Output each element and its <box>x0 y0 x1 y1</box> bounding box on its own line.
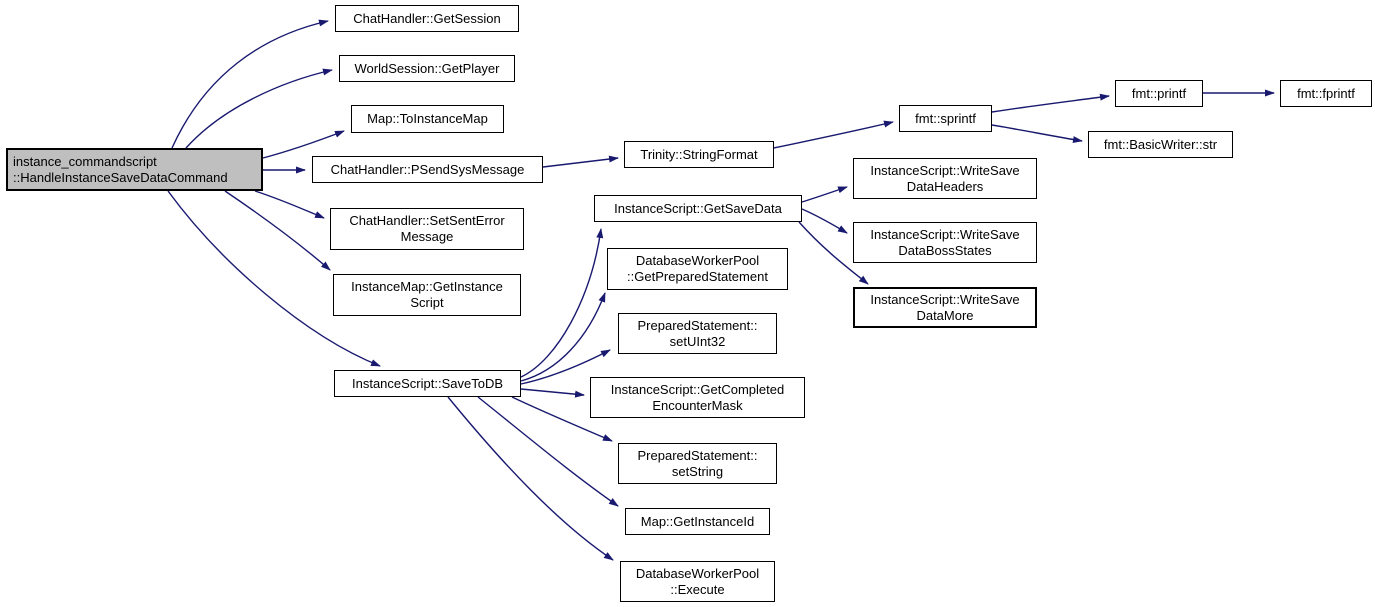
edge-root-getinstancescript <box>225 191 330 270</box>
edge-savetodb-getcompleted <box>521 389 584 395</box>
node-fprintf[interactable] <box>1280 80 1372 107</box>
edge-root-setsenterror <box>255 191 324 218</box>
node-label-line: InstanceScript::GetSaveData <box>614 200 782 216</box>
node-label-line: DataHeaders <box>906 178 984 194</box>
node-label-line: InstanceMap::GetInstance <box>351 279 503 294</box>
node-sprintf[interactable] <box>899 105 992 132</box>
node-label-line: fmt::sprintf <box>915 110 976 126</box>
node-writemore[interactable] <box>853 287 1037 328</box>
node-label-line: InstanceScript::WriteSave <box>870 162 1020 178</box>
node-label-line: setUInt32 <box>669 333 726 349</box>
node-setuint32[interactable] <box>618 313 777 354</box>
node-label-line: fmt::fprintf <box>1297 85 1355 101</box>
node-getinstancescript[interactable] <box>333 274 521 316</box>
edge-getsavedata-writeheaders <box>802 187 847 202</box>
node-basicwriterstr[interactable] <box>1088 131 1233 158</box>
edge-sprintf-printf <box>992 96 1109 112</box>
node-label-line: InstanceScript::WriteSave <box>870 291 1020 307</box>
node-getinstanceid[interactable] <box>625 508 770 535</box>
node-label-line: Script <box>410 295 444 310</box>
node-label-line: Map::ToInstanceMap <box>367 111 488 126</box>
node-getcompleted[interactable] <box>590 377 805 418</box>
edge-savetodb-getsavedata <box>521 229 601 377</box>
edge-savetodb-execute <box>448 397 613 560</box>
node-setsenterror[interactable] <box>330 208 524 250</box>
node-writeheaders[interactable] <box>853 158 1037 199</box>
node-setstring[interactable] <box>618 443 777 484</box>
node-label-line: PreparedStatement:: <box>637 447 758 463</box>
node-label-line: fmt::BasicWriter::str <box>1103 136 1218 152</box>
node-toinstancemap[interactable] <box>351 105 504 133</box>
node-getprepared[interactable] <box>607 248 788 290</box>
node-label-line: InstanceScript::GetCompleted <box>610 381 785 397</box>
node-label-line: DatabaseWorkerPool <box>635 565 760 581</box>
node-label-line: ChatHandler::SetSentError <box>349 213 505 228</box>
node-getplayer[interactable] <box>339 55 515 82</box>
edge-getsavedata-writebossstates <box>802 209 847 233</box>
node-label-line: Trinity::StringFormat <box>640 146 758 162</box>
edge-sprintf-basicwriterstr <box>992 125 1082 141</box>
node-getsession[interactable] <box>335 5 519 32</box>
node-label-line: ChatHandler::PSendSysMessage <box>330 161 525 177</box>
node-label-line: EncounterMask <box>652 397 743 413</box>
node-label-line: fmt::printf <box>1131 85 1187 101</box>
node-psendsysmessage[interactable] <box>312 156 543 183</box>
node-label-line: PreparedStatement:: <box>637 317 758 333</box>
node-label-line: Message <box>400 229 454 244</box>
node-label-line: instance_commandscript <box>13 153 157 169</box>
edge-stringformat-sprintf <box>774 122 893 148</box>
node-stringformat[interactable] <box>624 141 774 168</box>
edge-root-getplayer <box>186 70 332 148</box>
node-label-line: WorldSession::GetPlayer <box>354 60 500 76</box>
node-label-line: setString <box>671 463 724 479</box>
node-root[interactable] <box>6 148 263 191</box>
node-label-line: ::GetPreparedStatement <box>627 269 768 284</box>
node-execute[interactable] <box>620 561 775 602</box>
node-label-line: InstanceScript::WriteSave <box>870 226 1020 242</box>
node-label-line: DatabaseWorkerPool <box>635 253 760 268</box>
node-label-line: DataMore <box>916 307 974 323</box>
node-label-line: ChatHandler::GetSession <box>353 10 501 26</box>
edge-psendsysmessage-stringformat <box>543 158 618 167</box>
node-label-line: DataBossStates <box>898 242 992 258</box>
node-writebossstates[interactable] <box>853 222 1037 263</box>
node-savetodb[interactable] <box>334 370 521 397</box>
node-label-line: InstanceScript::SaveToDB <box>351 375 504 391</box>
edge-root-toinstancemap <box>263 131 344 158</box>
node-label-line: ::HandleInstanceSaveDataCommand <box>13 169 228 185</box>
node-getsavedata[interactable] <box>594 195 802 222</box>
node-label-line: ::Execute <box>670 581 725 597</box>
edge-root-getsession <box>172 21 328 148</box>
node-printf[interactable] <box>1115 80 1203 107</box>
node-label-line: Map::GetInstanceId <box>640 513 755 529</box>
